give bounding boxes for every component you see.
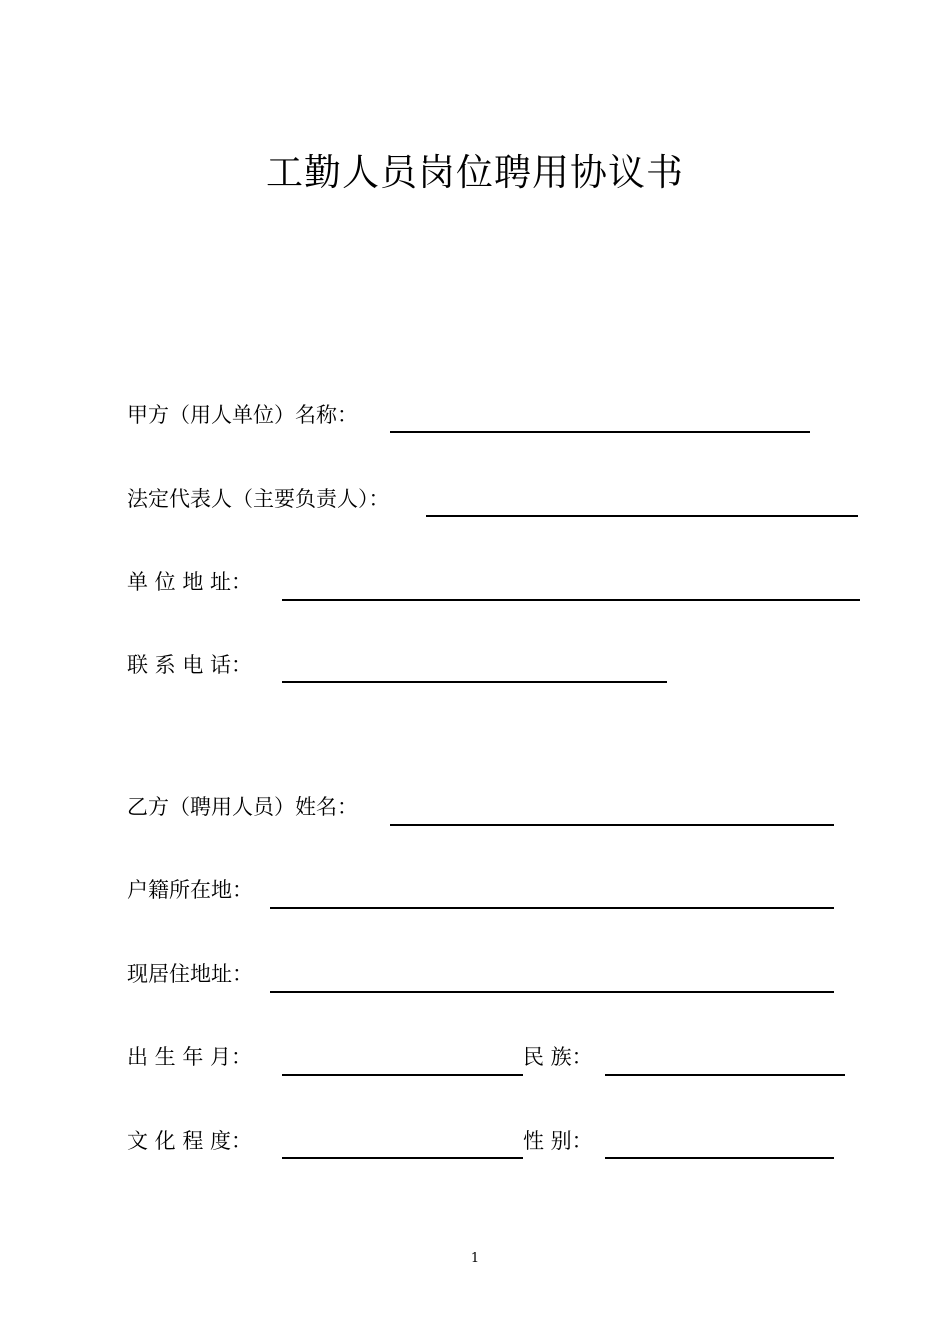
party-b-residence-field[interactable] (270, 991, 834, 993)
party-a-phone-field[interactable] (282, 681, 667, 683)
party-b-gender-field[interactable] (605, 1157, 834, 1159)
document-title: 工勤人员岗位聘用协议书 (266, 151, 684, 194)
page-number: 1 (470, 1251, 480, 1266)
party-a-address-field[interactable] (282, 599, 860, 601)
party-b-residence-label: 现居住地址： (127, 962, 253, 986)
party-b-name-field[interactable] (390, 824, 834, 826)
party-a-phone-label: 联 系 电 话： (127, 653, 253, 677)
party-a-address-label: 单 位 地 址： (127, 570, 253, 594)
party-b-ethnicity-label: 民 族： (523, 1045, 593, 1069)
party-b-name-label: 乙方（聘用人员）姓名： (127, 795, 358, 819)
party-b-household-field[interactable] (270, 907, 834, 909)
party-a-name-label: 甲方（用人单位）名称： (127, 403, 358, 427)
party-b-education-field[interactable] (282, 1157, 523, 1159)
party-a-representative-label: 法定代表人（主要负责人）： (127, 487, 390, 511)
party-a-name-field[interactable] (390, 431, 810, 433)
party-b-household-label: 户籍所在地： (127, 878, 253, 902)
party-b-gender-label: 性 别： (523, 1129, 593, 1153)
party-b-ethnicity-field[interactable] (605, 1074, 845, 1076)
party-b-birth-label: 出 生 年 月： (127, 1045, 253, 1069)
party-b-education-label: 文 化 程 度： (127, 1129, 253, 1153)
party-b-birth-field[interactable] (282, 1074, 523, 1076)
party-a-representative-field[interactable] (426, 515, 858, 517)
